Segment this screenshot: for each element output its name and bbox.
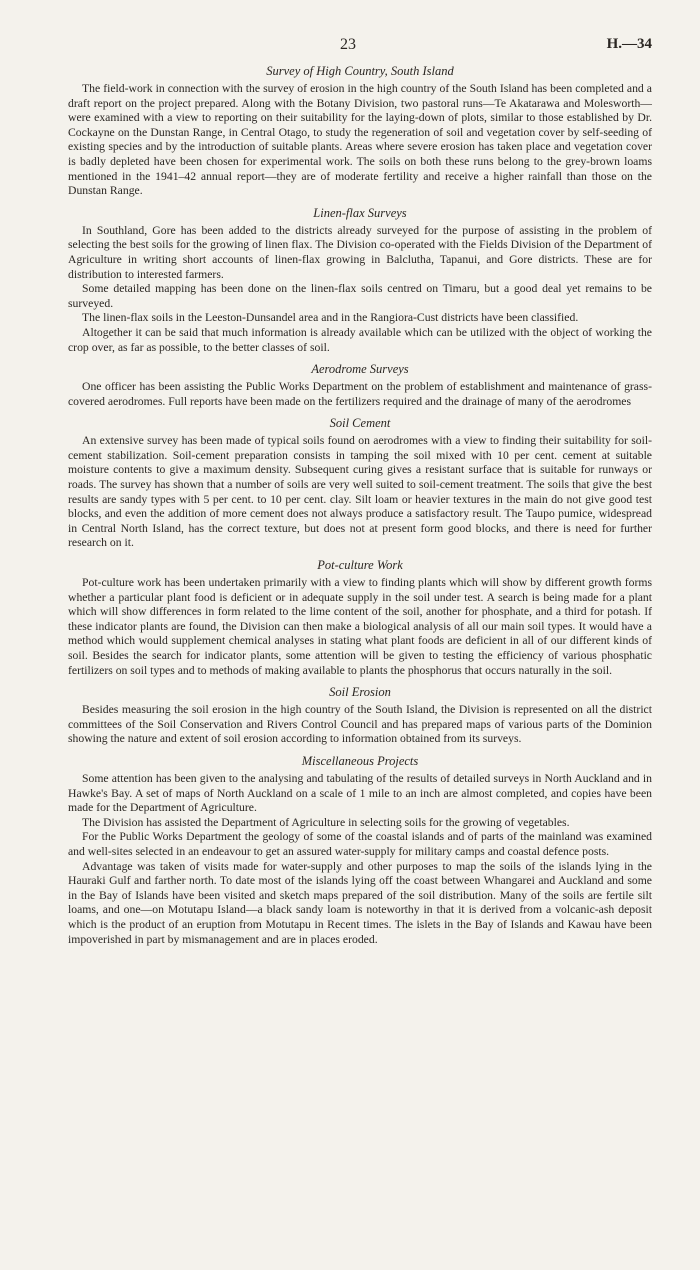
paragraph: The linen-flax soils in the Leeston-Dunsandel area and in the Rangiora-Cust districts have been classified.	[82, 311, 579, 325]
section-title: Linen-flax Surveys	[313, 205, 407, 220]
paragraph: Advantage was taken of visits made for water-supply and other purposes to map the soils of the islands lying in the Hauraki Gulf and farther north. To date most of the islands lying off the coast between Whangarei and Auckland and some in the Bay of Islands have been visited and sketch maps prepared of the soil distribution. Many of the soils are fertile silt loams, and one—on Motutapu Island—a black sandy loam is noteworthy in that it is derived from a volcanic-ash deposit which is the product of an eruption from Motutapu in Recent times. The islets in the Bay of Islands and Kawau have been impoverished in part by mismanagement and are in places eroded.	[68, 859, 652, 946]
section-title: Survey of High Country, South Island	[266, 64, 454, 78]
paragraph: Altogether it can be said that much information is already available which can be utilized with the object of working the crop over, as far as possible, to the better classes of soil.	[68, 325, 652, 354]
section-title: Miscellaneous Projects	[301, 753, 419, 768]
section-title: Soil Cement	[329, 416, 391, 431]
section-title: Aerodrome Surveys	[311, 362, 409, 377]
paragraph: Some attention has been given to the analysing and tabulating of the results of detailed surveys in North Auckland and in Hawke's Bay. A set of maps of North Auckland on a scale of 1 mile to an inch are almost completed, and copies have been made for the Department of Agriculture.	[68, 771, 652, 815]
paragraph: Besides measuring the soil erosion in the high country of the South Island, the Division is represented on all the district committees of the Soil Conservation and Rivers Control Council and has prepared maps of various parts of the Dominion showing the nature and extent of soil erosion according to information obtained from its surveys.	[68, 703, 652, 746]
page-number: 23	[340, 36, 356, 53]
paragraph: In Southland, Gore has been added to the districts already surveyed for the purpose of assisting in the problem of selecting the best soils for the growing of linen flax. The Division co-operated with the Fields Division of the Department of Agriculture in writing short accounts of linen-flax growing in Balclutha, Tapanui, and Gore districts. These are for distribution to interested farmers.	[68, 223, 652, 281]
document-reference: H.—34	[606, 36, 652, 52]
paragraph: The Division has assisted the Department of Agriculture in selecting soils for the growing of vegetables.	[82, 815, 570, 829]
section-title: Soil Erosion	[329, 685, 391, 700]
paragraph: One officer has been assisting the Public Works Department on the problem of establishment and maintenance of grass-covered aerodromes. Full reports have been made on the fertilizers required and the drainage of many of the aerodromes	[68, 380, 652, 408]
paragraph: For the Public Works Department the geology of some of the coastal islands and of parts of the mainland was examined and well-sites selected in an endeavour to get an assured water-supply for military camps and coastal defence posts.	[68, 830, 652, 858]
paragraph: Pot-culture work has been undertaken primarily with a view to finding plants which will show by different growth forms whether a particular plant food is deficient or in adequate supply in the soil under test. A search is being made for a plant which will show differences in form related to the lime content of the soil, another for phosphate, and a third for potash. If these indicator plants are found, the Division can then make a biological analysis of all our main soil types. It would have a method which would supplement chemical analyses in stating what plant foods are deficient in all of our different kinds of soil. Besides the search for indicator plants, some attention will be given to testing the efficiency of various phosphatic fertilizers on soil types and to methods of making available to plants the phosphorus that occurs naturally in the soil.	[68, 576, 652, 677]
paragraph: The field-work in connection with the survey of erosion in the high country of the South Island has been completed and a draft report on the project prepared. Along with the Botany Division, two pastoral runs—Te Akatarawa and Molesworth—were examined with a view to reporting on their suitability for the laying-down of plots, similar to those established by Dr. Cockayne on the Dunstan Range, in Central Otago, to study the regeneration of soil and vegetation cover by self-seeding of existing species and by the introduction of suitable plants. Areas where severe erosion has taken place and vegetation cover is badly depleted have been chosen for experimental work. The soils on both these runs belong to the grey-brown loams mentioned in the 1941–42 annual report—they are of moderate fertility and receive a higher rainfall than those on the Dunstan Range.	[68, 82, 652, 198]
page-header	[68, 28, 652, 62]
section-title: Pot-culture Work	[317, 558, 403, 573]
paragraph: Some detailed mapping has been done on the linen-flax soils centred on Timaru, but a good deal yet remains to be surveyed.	[68, 282, 652, 310]
paragraph: An extensive survey has been made of typical soils found on aerodromes with a view to finding their suitability for soil-cement stabilization. Soil-cement preparation consists in tamping the soil mixed with 10 per cent. cement at suitable moisture contents to give a maximum density. Subsequent curing gives a resistant surface that is suitable for runways or roads. The survey has shown that a number of soils are very well suited to soil-cement treatment. The soils that give the best results are sandy types with 5 per cent. to 10 per cent. clay. Silt loam or heavier textures in the main do not give good test blocks, and even the addition of more cement does not always produce a satisfactory result. The Taupo pumice, widespread in Central North Island, has the correct texture, but does not at present form good blocks, and there is need for further research on it.	[68, 434, 652, 550]
